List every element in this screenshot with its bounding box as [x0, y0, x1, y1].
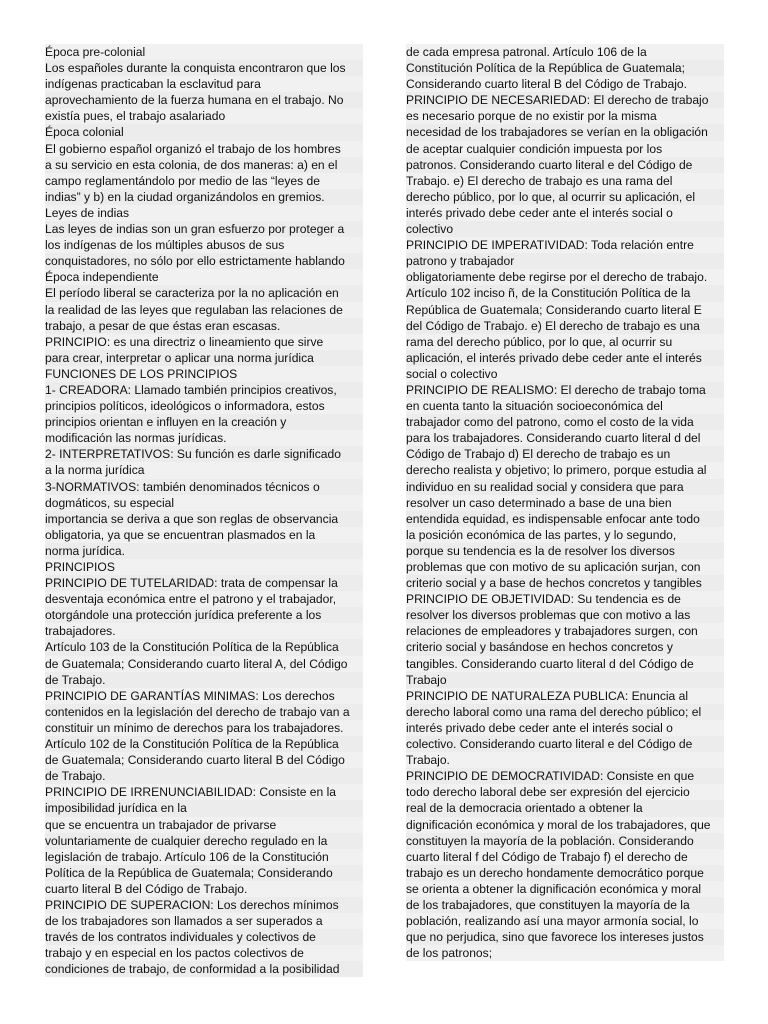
text-line: dogmáticos, su especial — [45, 495, 363, 511]
text-line: obligatoria, ya que se encuentran plasmados en la — [45, 527, 363, 543]
text-line: es necesario porque de no existir por la misma — [406, 108, 724, 124]
text-line: entendida equidad, es indispensable enfocar ante todo — [406, 511, 724, 527]
text-line: trabajo es un derecho hondamente democrático porque — [406, 865, 724, 881]
text-line: derecho laboral como una rama del derecho público; el — [406, 704, 724, 720]
text-line: individuo en su realidad social y considera que para — [406, 479, 724, 495]
text-line: colectivo. Considerando cuarto literal e del Código de — [406, 736, 724, 752]
text-line: norma jurídica. — [45, 543, 363, 559]
text-line: El período liberal se caracteriza por la no aplicación en — [45, 285, 363, 301]
text-line: indias” y b) en la ciudad organizándolos en gremios. — [45, 189, 363, 205]
text-line: trabajadores. — [45, 623, 363, 639]
text-line: del Código de Trabajo. e) El derecho de trabajo es una — [406, 318, 724, 334]
text-line: a la norma jurídica — [45, 462, 363, 478]
text-line: El gobierno español organizó el trabajo de los hombres — [45, 141, 363, 157]
text-line: para los trabajadores. Considerando cuarto literal d del — [406, 430, 724, 446]
text-line: real de la democracia orientado a obtener la — [406, 800, 724, 816]
text-line: campo reglamentándolo por medio de las “leyes de — [45, 173, 363, 189]
text-line: Leyes de indias — [45, 205, 363, 221]
text-line: criterio social y a base de hechos concretos y tangibles — [406, 575, 724, 591]
text-line: Artículo 102 de la Constitución Política de la República — [45, 736, 363, 752]
text-line: otorgándole una protección jurídica preferente a los — [45, 607, 363, 623]
text-line: población, realizando así una mayor armonía social, lo — [406, 913, 724, 929]
text-line: la posición económica de las partes, y lo segundo, — [406, 527, 724, 543]
text-line: 2- INTERPRETATIVOS: Su función es darle significado — [45, 446, 363, 462]
text-line: de Guatemala; Considerando cuarto literal B del Código — [45, 752, 363, 768]
text-line: criterio social y basándose en hechos concretos y — [406, 639, 724, 655]
text-line: condiciones de trabajo, de conformidad a la posibilidad — [45, 961, 363, 977]
text-line: patrono y trabajador — [406, 253, 724, 269]
text-line: trabajador como del patrono, como el costo de la vida — [406, 414, 724, 430]
text-line: social o colectivo — [406, 366, 724, 382]
text-line: problemas que con motivo de su aplicación surjan, con — [406, 559, 724, 575]
text-line: PRINCIPIO DE NATURALEZA PUBLICA: Enuncia al — [406, 688, 724, 704]
left-text-column — [45, 44, 363, 977]
text-line: aplicación, el interés privado debe ceder ante el interés — [406, 350, 724, 366]
text-line: que no perjudica, sino que favorece los intereses justos — [406, 929, 724, 945]
text-line: Trabajo. e) El derecho de trabajo es una rama del — [406, 173, 724, 189]
text-line: desventaja económica entre el patrono y el trabajador, — [45, 591, 363, 607]
text-line: Las leyes de indias son un gran esfuerzo por proteger a — [45, 221, 363, 237]
text-line: resolver los diversos problemas que con motivo a las — [406, 607, 724, 623]
text-line: PRINCIPIO DE GARANTÍAS MINIMAS: Los derechos — [45, 688, 363, 704]
text-line: PRINCIPIO DE OBJETIVIDAD: Su tendencia es de — [406, 591, 724, 607]
text-line: Política de la República de Guatemala; Considerando — [45, 865, 363, 881]
text-line: porque su tendencia es la de resolver los diversos — [406, 543, 724, 559]
text-line: cuarto literal B del Código de Trabajo. — [45, 881, 363, 897]
text-line: FUNCIONES DE LOS PRINCIPIOS — [45, 366, 363, 382]
text-line: conquistadores, no sólo por ello estrictamente hablando — [45, 253, 363, 269]
text-line: necesidad de los trabajadores se verían en la obligación — [406, 124, 724, 140]
text-line: resolver un caso determinado a base de una bien — [406, 495, 724, 511]
text-line: Época independiente — [45, 269, 363, 285]
text-line: trabajo, a pesar de que éstas eran escasas. — [45, 318, 363, 334]
text-line: de los trabajadores son llamados a ser superados a — [45, 913, 363, 929]
text-line: que se encuentra un trabajador de privarse — [45, 817, 363, 833]
text-line: derecho realista y objetivo; lo primero, porque estudia al — [406, 462, 724, 478]
text-line: Época pre-colonial — [45, 44, 363, 60]
text-line: legislación de trabajo. Artículo 106 de la Constitución — [45, 849, 363, 865]
text-line: Artículo 102 inciso ñ, de la Constitución Política de la — [406, 285, 724, 301]
text-line: aprovechamiento de la fuerza humana en el trabajo. No — [45, 92, 363, 108]
text-line: voluntariamente de cualquier derecho regulado en la — [45, 833, 363, 849]
text-line: los indígenas de los múltiples abusos de sus — [45, 237, 363, 253]
text-line: obligatoriamente debe regirse por el derecho de trabajo. — [406, 269, 724, 285]
text-line: Considerando cuarto literal B del Código de Trabajo. — [406, 76, 724, 92]
text-line: 1- CREADORA: Llamado también principios creativos, — [45, 382, 363, 398]
text-line: PRINCIPIO DE IRRENUNCIABILIDAD: Consiste en la — [45, 784, 363, 800]
text-line: a su servicio en esta colonia, de dos maneras: a) en el — [45, 157, 363, 173]
text-line: patronos. Considerando cuarto literal e del Código de — [406, 157, 724, 173]
text-line: de aceptar cualquier condición impuesta por los — [406, 141, 724, 157]
text-line: de cada empresa patronal. Artículo 106 de la — [406, 44, 724, 60]
text-line: de Trabajo. — [45, 672, 363, 688]
text-line: Constitución Política de la República de Guatemala; — [406, 60, 724, 76]
text-line: de Guatemala; Considerando cuarto literal A, del Código — [45, 656, 363, 672]
text-line: derecho público, por lo que, al ocurrir su aplicación, el — [406, 189, 724, 205]
text-line: PRINCIPIO DE DEMOCRATIVIDAD: Consiste en que — [406, 768, 724, 784]
text-line: indígenas practicaban la esclavitud para — [45, 76, 363, 92]
text-line: de los trabajadores, que constituyen la mayoría de la — [406, 897, 724, 913]
text-line: PRINCIPIO DE TUTELARIDAD: trata de compensar la — [45, 575, 363, 591]
text-line: la realidad de las leyes que regulaban las relaciones de — [45, 302, 363, 318]
text-line: interés privado debe ceder ante el interés social o — [406, 720, 724, 736]
text-line: principios políticos, ideológicos o informadora, estos — [45, 398, 363, 414]
text-line: todo derecho laboral debe ser expresión del ejercicio — [406, 784, 724, 800]
text-line: tangibles. Considerando cuarto literal d del Código de — [406, 656, 724, 672]
text-line: cuarto literal f del Código de Trabajo f) el derecho de — [406, 849, 724, 865]
text-line: Los españoles durante la conquista encontraron que los — [45, 60, 363, 76]
text-line: PRINCIPIO DE IMPERATIVIDAD: Toda relación entre — [406, 237, 724, 253]
text-line: República de Guatemala; Considerando cuarto literal E — [406, 302, 724, 318]
text-line: Época colonial — [45, 124, 363, 140]
text-line: constituir un mínimo de derechos para los trabajadores. — [45, 720, 363, 736]
text-line: Artículo 103 de la Constitución Política de la República — [45, 639, 363, 655]
text-line: Trabajo. — [406, 752, 724, 768]
text-line: 3-NORMATIVOS: también denominados técnicos o — [45, 479, 363, 495]
text-line: existía pues, el trabajo asalariado — [45, 108, 363, 124]
text-line: PRINCIPIO: es una directriz o lineamiento que sirve — [45, 334, 363, 350]
text-line: PRINCIPIO DE NECESARIEDAD: El derecho de trabajo — [406, 92, 724, 108]
text-line: importancia se deriva a que son reglas de observancia — [45, 511, 363, 527]
text-line: PRINCIPIO DE SUPERACION: Los derechos mínimos — [45, 897, 363, 913]
text-line: PRINCIPIOS — [45, 559, 363, 575]
text-line: imposibilidad jurídica en la — [45, 800, 363, 816]
text-line: se orienta a obtener la dignificación económica y moral — [406, 881, 724, 897]
text-line: relaciones de empleadores y trabajadores surgen, con — [406, 623, 724, 639]
text-line: de Trabajo. — [45, 768, 363, 784]
text-line: para crear, interpretar o aplicar una norma jurídica — [45, 350, 363, 366]
text-line: través de los contratos individuales y colectivos de — [45, 929, 363, 945]
text-line: PRINCIPIO DE REALISMO: El derecho de trabajo toma — [406, 382, 724, 398]
text-line: interés privado debe ceder ante el interés social o — [406, 205, 724, 221]
text-line: rama del derecho público, por lo que, al ocurrir su — [406, 334, 724, 350]
text-line: principios orientan e influyen en la creación y — [45, 414, 363, 430]
text-line: dignificación económica y moral de los trabajadores, que — [406, 817, 724, 833]
text-line: de los patronos; — [406, 945, 724, 961]
text-line: en cuenta tanto la situación socioeconómica del — [406, 398, 724, 414]
text-line: trabajo y en especial en los pactos colectivos de — [45, 945, 363, 961]
text-line: constituyen la mayoría de la población. Considerando — [406, 833, 724, 849]
text-line: Trabajo — [406, 672, 724, 688]
text-line: colectivo — [406, 221, 724, 237]
text-line: contenidos en la legislación del derecho de trabajo van a — [45, 704, 363, 720]
text-line: modificación las normas jurídicas. — [45, 430, 363, 446]
text-line: Código de Trabajo d) El derecho de trabajo es un — [406, 446, 724, 462]
right-text-column — [406, 44, 724, 961]
